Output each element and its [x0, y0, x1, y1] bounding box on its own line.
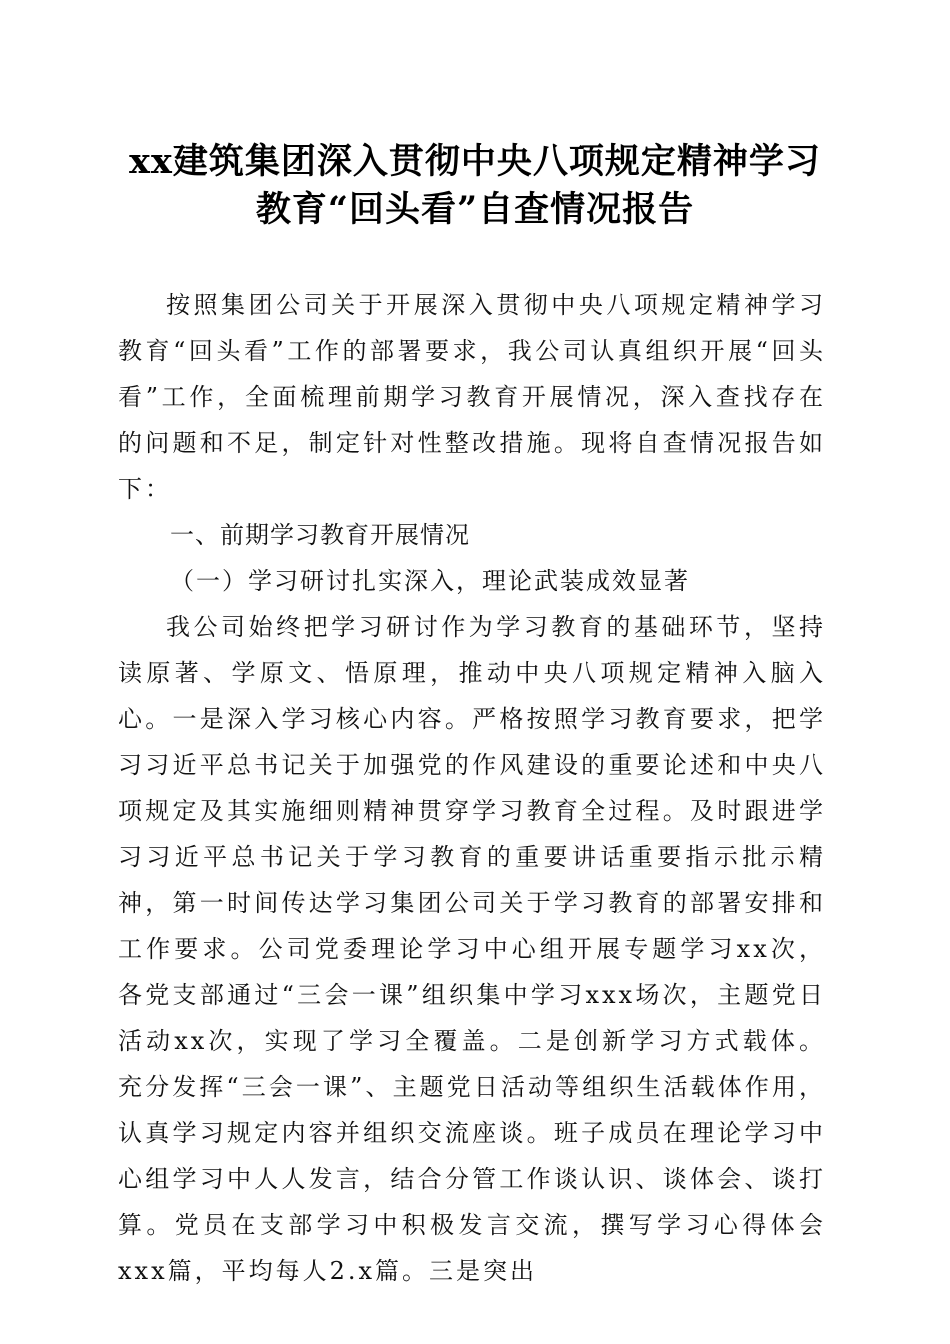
body-paragraph: 我公司始终把学习研讨作为学习教育的基础环节，坚持读原著、学原文、悟原理，推动中央八项规定精神入脑入心。一是深入学习核心内容。严格按照学习教育要求，把学习习近平总书记关于加强党的作风建设的重要论述和中央八项规定及其实施细则精神贯穿学习教育全过程。及时跟进学习习近平总书记关于学习教育的重要讲话重要指示批示精神，第一时间传达学习集团公司关于学习教育的部署安排和工作要求。公司党委理论学习中心组开展专题学习xx次，各党支部通过“三会一课”组织集中学习xxx场次，主题党日活动xx次，实现了学习全覆盖。二是创新学习方式载体。充分发挥“三会一课”、主题党日活动等组织生活载体作用，认真学习规定内容并组织交流座谈。班子成员在理论学习中心组学习中人人发言，结合分管工作谈认识、谈体会、谈打算。党员在支部学习中积极发言交流，撰写学习心得体会xxx篇，平均每人2.x篇。三是突出	[118, 613, 826, 1285]
title-line-1: xx建筑集团深入贯彻中央八项规定精神学习	[129, 141, 821, 182]
section-heading: 一、前期学习教育开展情况	[170, 521, 470, 549]
document-body	[118, 282, 826, 1294]
title-line-2: 教育“回头看”自查情况报告	[255, 189, 695, 230]
intro-paragraph: 按照集团公司关于开展深入贯彻中央八项规定精神学习教育“回头看”工作的部署要求，我公司认真组织开展“回头看”工作，全面梳理前期学习教育开展情况，深入查找存在的问题和不足，制定针对性整改措施。现将自查情况报告如下：	[118, 291, 826, 503]
subsection-heading: （一）学习研讨扎实深入，理论武装成效显著	[170, 567, 690, 595]
document-title	[100, 138, 850, 234]
